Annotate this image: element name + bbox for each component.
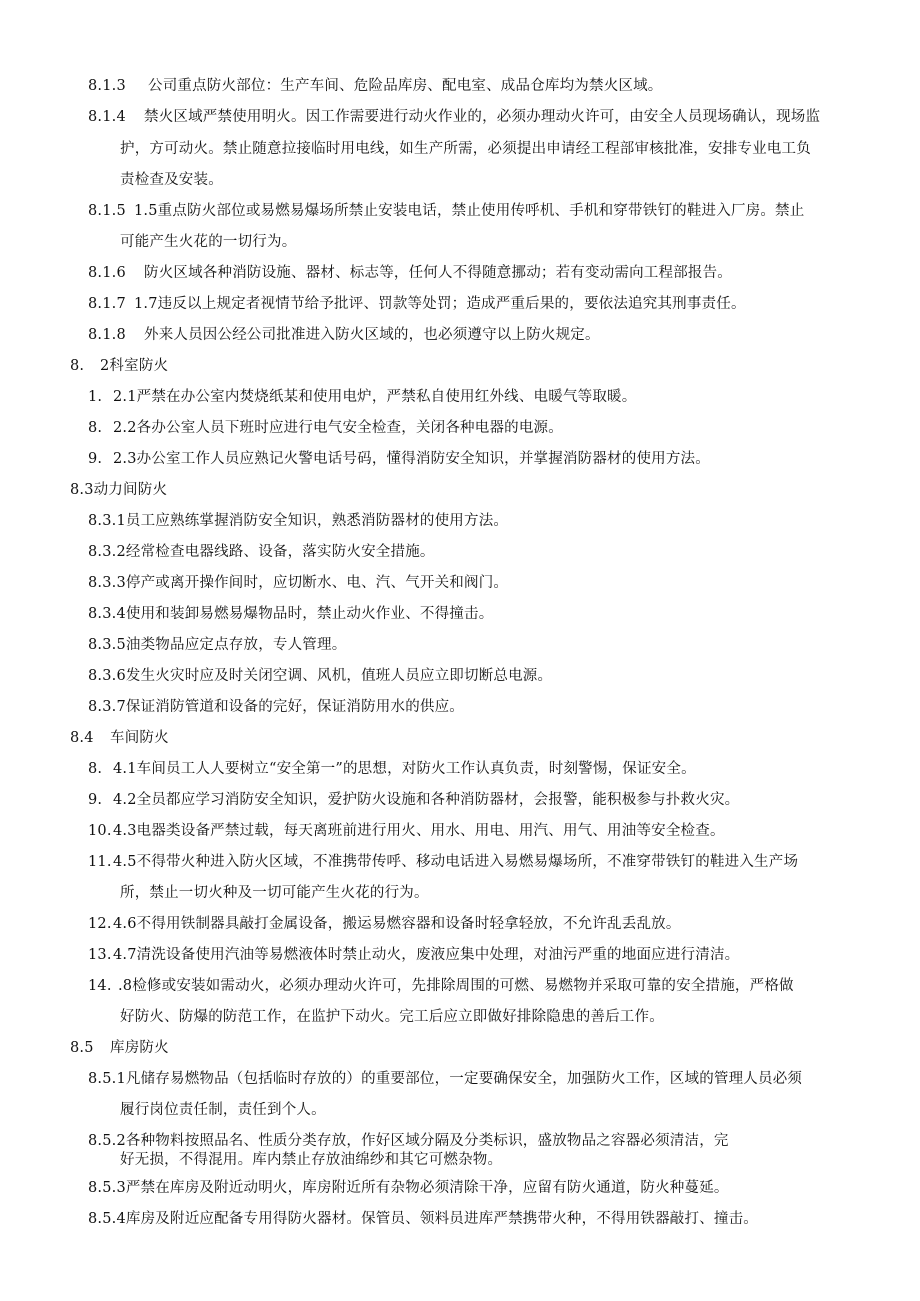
section-8-2-heading bbox=[70, 356, 168, 376]
clause-number: 11. bbox=[88, 854, 112, 870]
clause-continuation bbox=[120, 232, 296, 252]
clause-number: 8. bbox=[88, 420, 103, 436]
clause-text: 防火区域各种消防设施、器材、标志等，任何人不得随意挪动；若有变动需向工程部报告。 bbox=[144, 265, 732, 281]
clause-text: 8.3.1员工应熟练掌握消防安全知识，熟悉消防器材的使用方法。 bbox=[88, 513, 509, 529]
clause-text: 8.5.3严禁在库房及附近动明火，库房附近所有杂物必须清除干净，应留有防火通道，防火种蔓延。 bbox=[88, 1180, 729, 1196]
clause-text: 8.3.7保证消防管道和设备的完好，保证消防用水的供应。 bbox=[88, 699, 464, 715]
clause-number: 8.1.5 bbox=[88, 203, 126, 219]
clause-2-3 bbox=[88, 449, 710, 469]
clause-number: 8.1.8 bbox=[88, 327, 126, 343]
clause-4-8 bbox=[88, 976, 794, 996]
clause-text: 所，禁止一切火种及一切可能产生火花的行为。 bbox=[120, 885, 429, 901]
clause-text: 责检查及安装。 bbox=[120, 172, 223, 188]
clause-text: 禁火区域严禁使用明火。因工作需要进行动火作业的，必须办理动火许可，由安全人员现场确认，现场监 bbox=[144, 109, 821, 125]
clause-number: 12. bbox=[88, 916, 112, 932]
clause-number: 8.1.6 bbox=[88, 265, 126, 281]
clause-text: 1.7违反以上规定者视情节给予批评、罚款等处罚；造成严重后果的，要依法追究其刑事责任。 bbox=[134, 296, 746, 312]
clause-number: 8. bbox=[88, 761, 103, 777]
clause-continuation bbox=[120, 1007, 664, 1027]
clause-text: 8.5.2各种物料按照品名、性质分类存放，作好区域分隔及分类标识，盛放物品之容器必须清洁，完 bbox=[88, 1133, 729, 1149]
clause-number: 1. bbox=[88, 389, 103, 405]
clause-text: 2.1严禁在办公室内焚烧纸某和使用电炉，严禁私自使用红外线、电暖气等取暖。 bbox=[113, 389, 637, 405]
clause-text: 4.1车间员工人人要树立“安全第一”的思想，对防火工作认真负责，时刻警惕，保证安全。 bbox=[113, 761, 696, 777]
section-8-4-heading bbox=[70, 728, 169, 748]
clause-4-1 bbox=[88, 759, 696, 779]
clause-8-1-6 bbox=[88, 263, 732, 283]
clause-continuation bbox=[120, 1100, 326, 1120]
clause-text: 外来人员因公经公司批准进入防火区域的，也必须遵守以上防火规定。 bbox=[144, 327, 600, 343]
clause-8-3-6 bbox=[88, 666, 552, 686]
clause-text: 8.3.4使用和装卸易燃易爆物品时，禁止动火作业、不得撞击。 bbox=[88, 606, 494, 622]
clause-text: 公司重点防火部位：生产车间、危险品库房、配电室、成品仓库均为禁火区域。 bbox=[148, 78, 663, 94]
clause-text: 护，方可动火。禁止随意拉接临时用电线，如生产所需，必须提出申请经工程部审核批准，安排专业电工负 bbox=[120, 141, 811, 157]
section-number: 8. bbox=[70, 358, 85, 374]
section-title: 8.3动力间防火 bbox=[70, 482, 168, 498]
clause-number: 9. bbox=[88, 451, 103, 467]
clause-8-3-7 bbox=[88, 697, 464, 717]
clause-text: 8.3.6发生火灾时应及时关闭空调、风机，值班人员应立即切断总电源。 bbox=[88, 668, 553, 684]
clause-8-3-3 bbox=[88, 573, 508, 593]
clause-8-5-2 bbox=[88, 1131, 729, 1151]
section-title: 车间防火 bbox=[110, 730, 169, 746]
clause-text: 1.5重点防火部位或易燃易爆场所禁止安装电话，禁止使用传呼机、手机和穿带铁钉的鞋进入厂房。禁止 bbox=[134, 203, 805, 219]
clause-text: 8.3.5油类物品应定点存放，专人管理。 bbox=[88, 637, 347, 653]
clause-text: 2.3办公室工作人员应熟记火警电话号码，懂得消防安全知识，并掌握消防器材的使用方法。 bbox=[113, 451, 710, 467]
section-number: 8.4 bbox=[70, 730, 94, 746]
clause-number: 9. bbox=[88, 792, 103, 808]
section-title: 库房防火 bbox=[110, 1040, 169, 1056]
clause-text: 8.3.3停产或离开操作间时，应切断水、电、汽、气开关和阀门。 bbox=[88, 575, 509, 591]
clause-4-3 bbox=[88, 821, 725, 841]
clause-text: 好无损，不得混用。库内禁止存放油绵纱和其它可燃杂物。 bbox=[120, 1152, 503, 1168]
clause-8-5-1 bbox=[88, 1069, 802, 1089]
section-title: 2科室防火 bbox=[100, 358, 169, 374]
clause-4-7 bbox=[88, 945, 739, 965]
clause-4-5 bbox=[88, 852, 798, 872]
clause-text: 4.2全员都应学习消防安全知识，爱护防火设施和各种消防器材，会报警，能积极参与扑救火灾。 bbox=[113, 792, 740, 808]
clause-8-5-4 bbox=[88, 1209, 758, 1229]
clause-8-1-7 bbox=[88, 294, 746, 314]
clause-text: 履行岗位责任制，责任到个人。 bbox=[120, 1102, 326, 1118]
clause-text: 可能产生火花的一切行为。 bbox=[120, 234, 297, 250]
clause-number: 8.1.7 bbox=[88, 296, 126, 312]
clause-text: 4.7清洗设备使用汽油等易燃液体时禁止动火，废液应集中处理，对油污严重的地面应进行清洁。 bbox=[113, 947, 740, 963]
clause-number: 13. bbox=[88, 947, 112, 963]
clause-text: 2.2各办公室人员下班时应进行电气安全检查，关闭各种电器的电源。 bbox=[113, 420, 563, 436]
section-8-3-heading bbox=[70, 480, 167, 500]
clause-text: 好防火、防爆的防范工作，在监护下动火。完工后应立即做好排除隐患的善后工作。 bbox=[120, 1009, 664, 1025]
clause-2-2 bbox=[88, 418, 563, 438]
clause-4-6 bbox=[88, 914, 681, 934]
clause-8-3-2 bbox=[88, 542, 435, 562]
clause-number: 8.1.4 bbox=[88, 109, 126, 125]
clause-number: 8.1.3 bbox=[88, 78, 126, 94]
clause-number: 14. bbox=[88, 978, 112, 994]
clause-text: .8检修或安装如需动火，必须办理动火许可，先排除周围的可燃、易燃物并采取可靠的安全措施，严格做 bbox=[118, 978, 794, 994]
clause-8-1-3 bbox=[88, 76, 663, 96]
clause-text: 8.5.4库房及附近应配备专用得防火器材。保管员、领料员进库严禁携带火种，不得用铁器敲打、撞击。 bbox=[88, 1211, 758, 1227]
clause-number: 10. bbox=[88, 823, 112, 839]
clause-text: 4.6不得用铁制器具敲打金属设备，搬运易燃容器和设备时轻拿轻放，不允许乱丢乱放。 bbox=[113, 916, 681, 932]
clause-8-1-8 bbox=[88, 325, 600, 345]
clause-continuation bbox=[120, 1150, 502, 1170]
clause-8-1-4 bbox=[88, 107, 820, 127]
section-number: 8.5 bbox=[70, 1040, 94, 1056]
clause-8-5-3 bbox=[88, 1178, 729, 1198]
clause-text: 8.3.2经常检查电器线路、设备，落实防火安全措施。 bbox=[88, 544, 435, 560]
clause-text: 8.5.1凡储存易燃物品（包括临时存放的）的重要部位，一定要确保安全，加强防火工作，区域的管理人员必须 bbox=[88, 1071, 803, 1087]
clause-continuation bbox=[120, 883, 429, 903]
clause-8-1-5 bbox=[88, 201, 804, 221]
clause-8-3-5 bbox=[88, 635, 346, 655]
clause-8-3-1 bbox=[88, 511, 508, 531]
section-8-5-heading bbox=[70, 1038, 169, 1058]
clause-text: 4.3电器类设备严禁过载，每天离班前进行用火、用水、用电、用汽、用气、用油等安全检查。 bbox=[113, 823, 725, 839]
clause-4-2 bbox=[88, 790, 739, 810]
clause-continuation bbox=[120, 139, 811, 159]
clause-continuation bbox=[120, 170, 223, 190]
clause-text: 4.5不得带火种进入防火区域，不准携带传呼、移动电话进入易燃易爆场所，不准穿带铁钉的鞋进入生产场 bbox=[113, 854, 799, 870]
clause-2-1 bbox=[88, 387, 636, 407]
clause-8-3-4 bbox=[88, 604, 493, 624]
